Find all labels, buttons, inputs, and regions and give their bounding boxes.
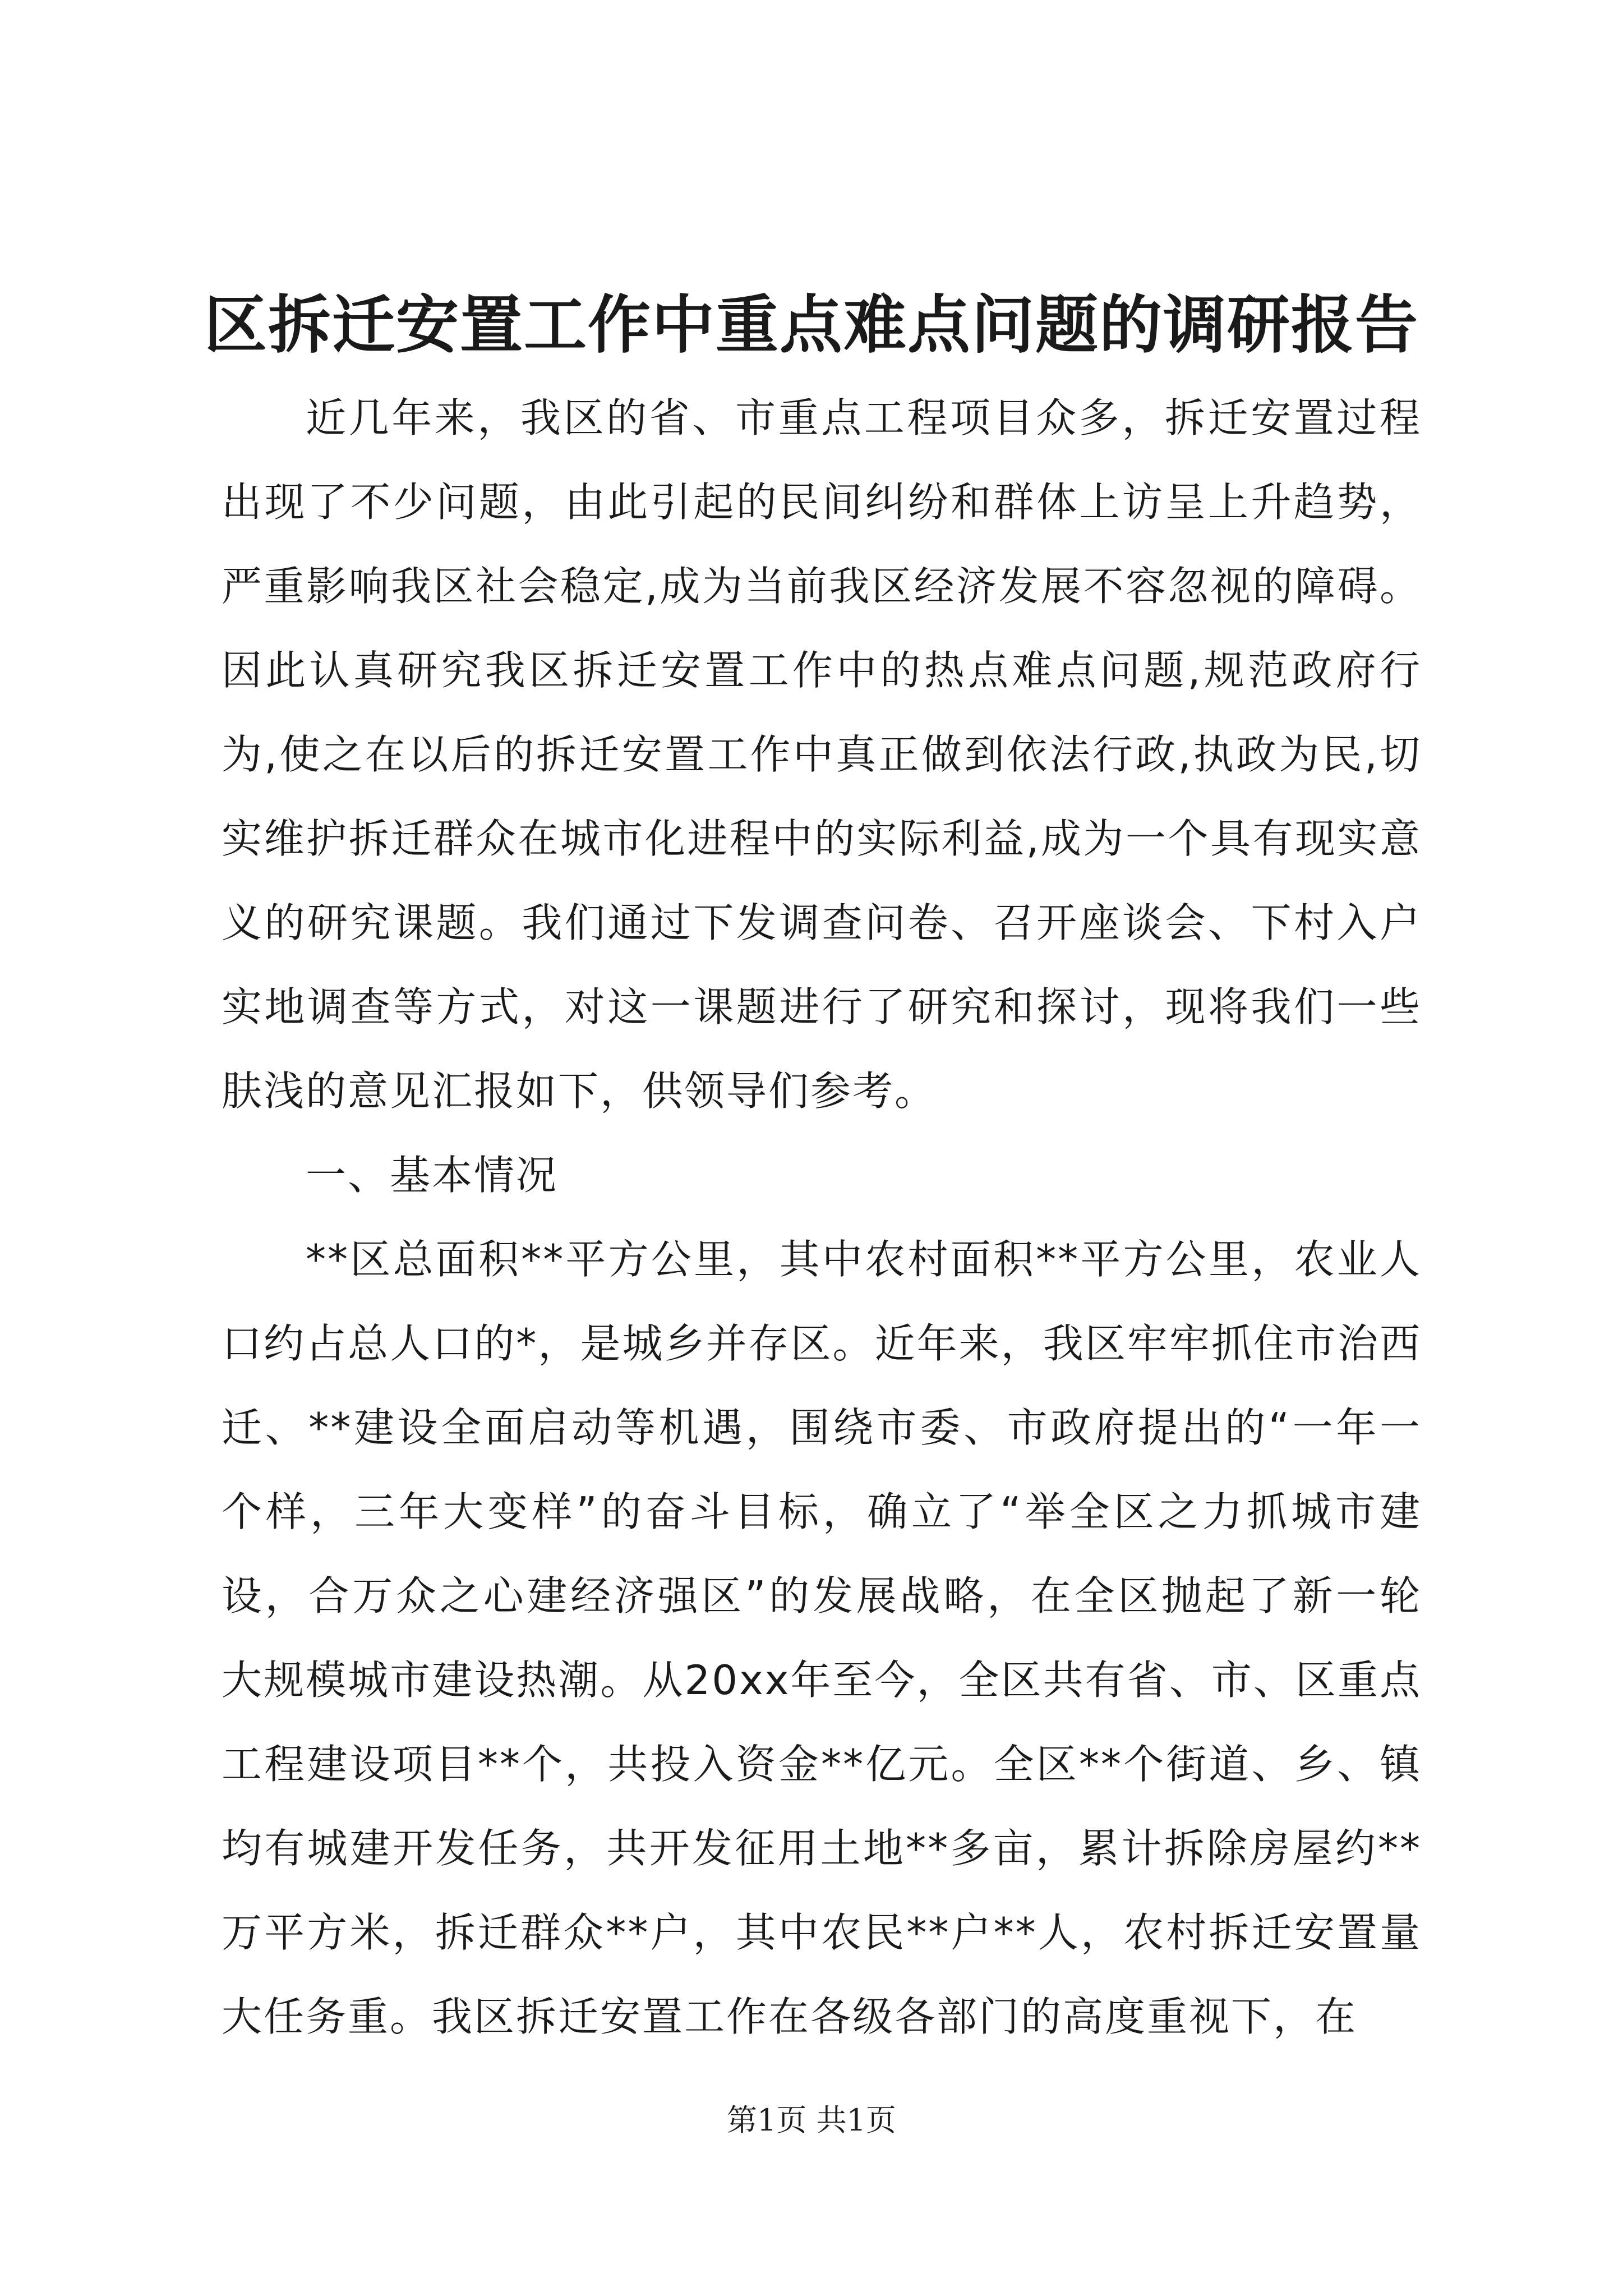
document-title: 区拆迁安置工作中重点难点问题的调研报告 xyxy=(204,288,1419,362)
section-heading: 一、基本情况 xyxy=(306,1152,559,1199)
document-body xyxy=(222,376,1422,2059)
intro-paragraph: 近几年来，我区的省、市重点工程项目众多，拆迁安置过程出现了不少问题，由此引起的民间纠纷和群体上访呈上升趋势，严重影响我区社会稳定,成为当前我区经济发展不容忽视的障碍。因此认真研究我区拆迁安置工作中的热点难点问题,规范政府行为,使之在以后的拆迁安置工作中真正做到依法行政,执政为民,切实维护拆迁群众在城市化进程中的实际利益,成为一个具有现实意义的研究课题。我们通过下发调查问卷、召开座谈会、下村入户实地调查等方式，对这一课题进行了研究和探讨，现将我们一些肤浅的意见汇报如下，供领导们参考。 xyxy=(222,394,1422,1115)
page-footer: 第1页 共1页 xyxy=(727,2102,896,2138)
basic-situation-paragraph: **区总面积**平方公里，其中农村面积**平方公里，农业人口约占总人口的*，是城乡并存区。近年来，我区牢牢抓住市治西迁、**建设全面启动等机遇，围绕市委、市政府提出的“一年一个样，三年大变样”的奋斗目标，确立了“举全区之力抓城市建设，合万众之心建经济强区”的发展战略，在全区抛起了新一轮大规模城市建设热潮。从20xx年至今，全区共有省、市、区重点工程建设项目**个，共投入资金**亿元。全区**个街道、乡、镇均有城建开发任务，共开发征用土地**多亩，累计拆除房屋约**万平方米，拆迁群众**户，其中农民**户**人，农村拆迁安置量大任务重。我区拆迁安置工作在各级各部门的高度重视下，在 xyxy=(222,1236,1422,2040)
